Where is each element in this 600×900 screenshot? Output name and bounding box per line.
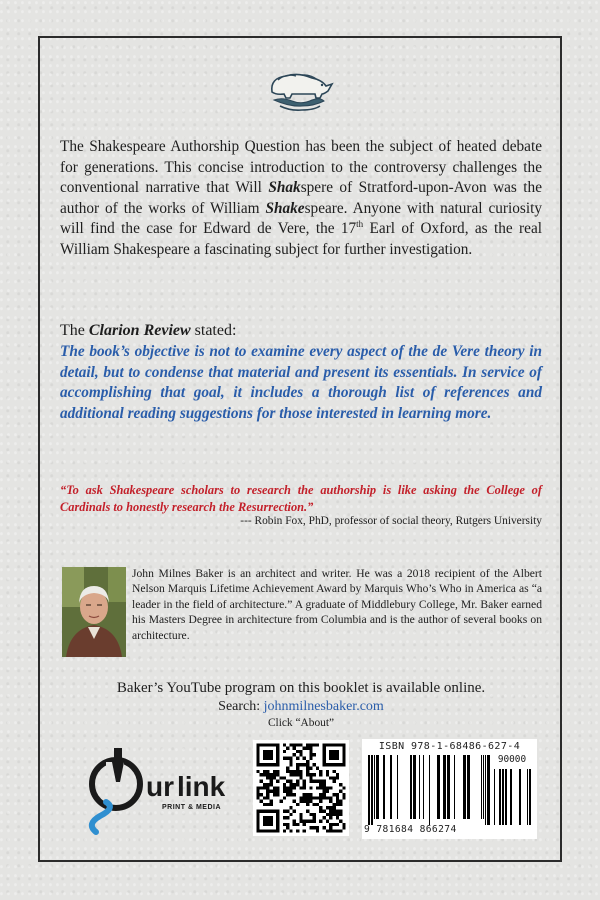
clarion-review-quote: The book’s objective is not to examine every aspect of the de Vere theory in detail, but to condense that material and present its essentials. In service of accomplishing that goal, it includes a thorough list of references and additional reading suggestions for those interested in learning more. — [60, 343, 542, 422]
isbn-barcode — [362, 739, 537, 839]
barcode-addon: 90000 — [497, 754, 527, 765]
search-line: Search: johnmilnesbaker.com — [218, 699, 384, 714]
review-lead: The Clarion Review stated: — [60, 322, 237, 339]
clarion-review-title: Clarion Review — [88, 322, 191, 339]
click-about-note: Click “About” — [267, 717, 335, 729]
intro-paragraph: The Shakespeare Authorship Question has been the subject of heated debate for generations. This concise introduction to the controversy challenges the conventional narrative that Will Shakspere of Stratford-upon-Avon was the author of the works of William Shakespeare. Anyone with natural curiosity will find the case for Edward de Vere, the 17th Earl of Oxford, as the real William Shakespeare a fascinating subject for further investigation. — [60, 138, 542, 258]
author-website-link[interactable]: johnmilnesbaker.com — [263, 699, 384, 714]
isbn-text: ISBN 978-1-68486-627-4 — [378, 741, 521, 752]
author-bio: John Milnes Baker is an architect and writer. He was a 2018 recipient of the Albert Nelson Marquis Lifetime Achievement Award by Marquis Who’s Who in America as “a leader in the field of architecture.” A graduate of Middlebury College, Mr. Baker earned his Masters Degree in architecture from Columbia and is the author of several books on architecture. — [132, 567, 542, 642]
publisher-tagline: PRINT & MEDIA — [162, 804, 221, 811]
fox-attribution: --- Robin Fox, PhD, professor of social theory, Rutgers University — [240, 515, 542, 527]
boar-crest-icon — [262, 64, 334, 114]
youtube-note: Baker’s YouTube program on this booklet is available online. — [116, 680, 486, 696]
urlink-logo-icon — [76, 742, 226, 842]
publisher-name-ur: ur — [146, 771, 174, 802]
publisher-name-link: link — [177, 771, 226, 802]
shak-emphasis: Shak — [268, 179, 301, 197]
fox-quote: “To ask Shakespeare scholars to research the authorship is like asking the College of Cardinals to honestly research the Resurrection.” — [60, 483, 542, 514]
qr-code-icon — [253, 740, 349, 836]
barcode-number: 9 781684 866274 — [364, 824, 457, 835]
author-photo — [62, 567, 126, 657]
shake-emphasis: Shake — [265, 199, 305, 217]
barcode-icon — [366, 755, 533, 825]
